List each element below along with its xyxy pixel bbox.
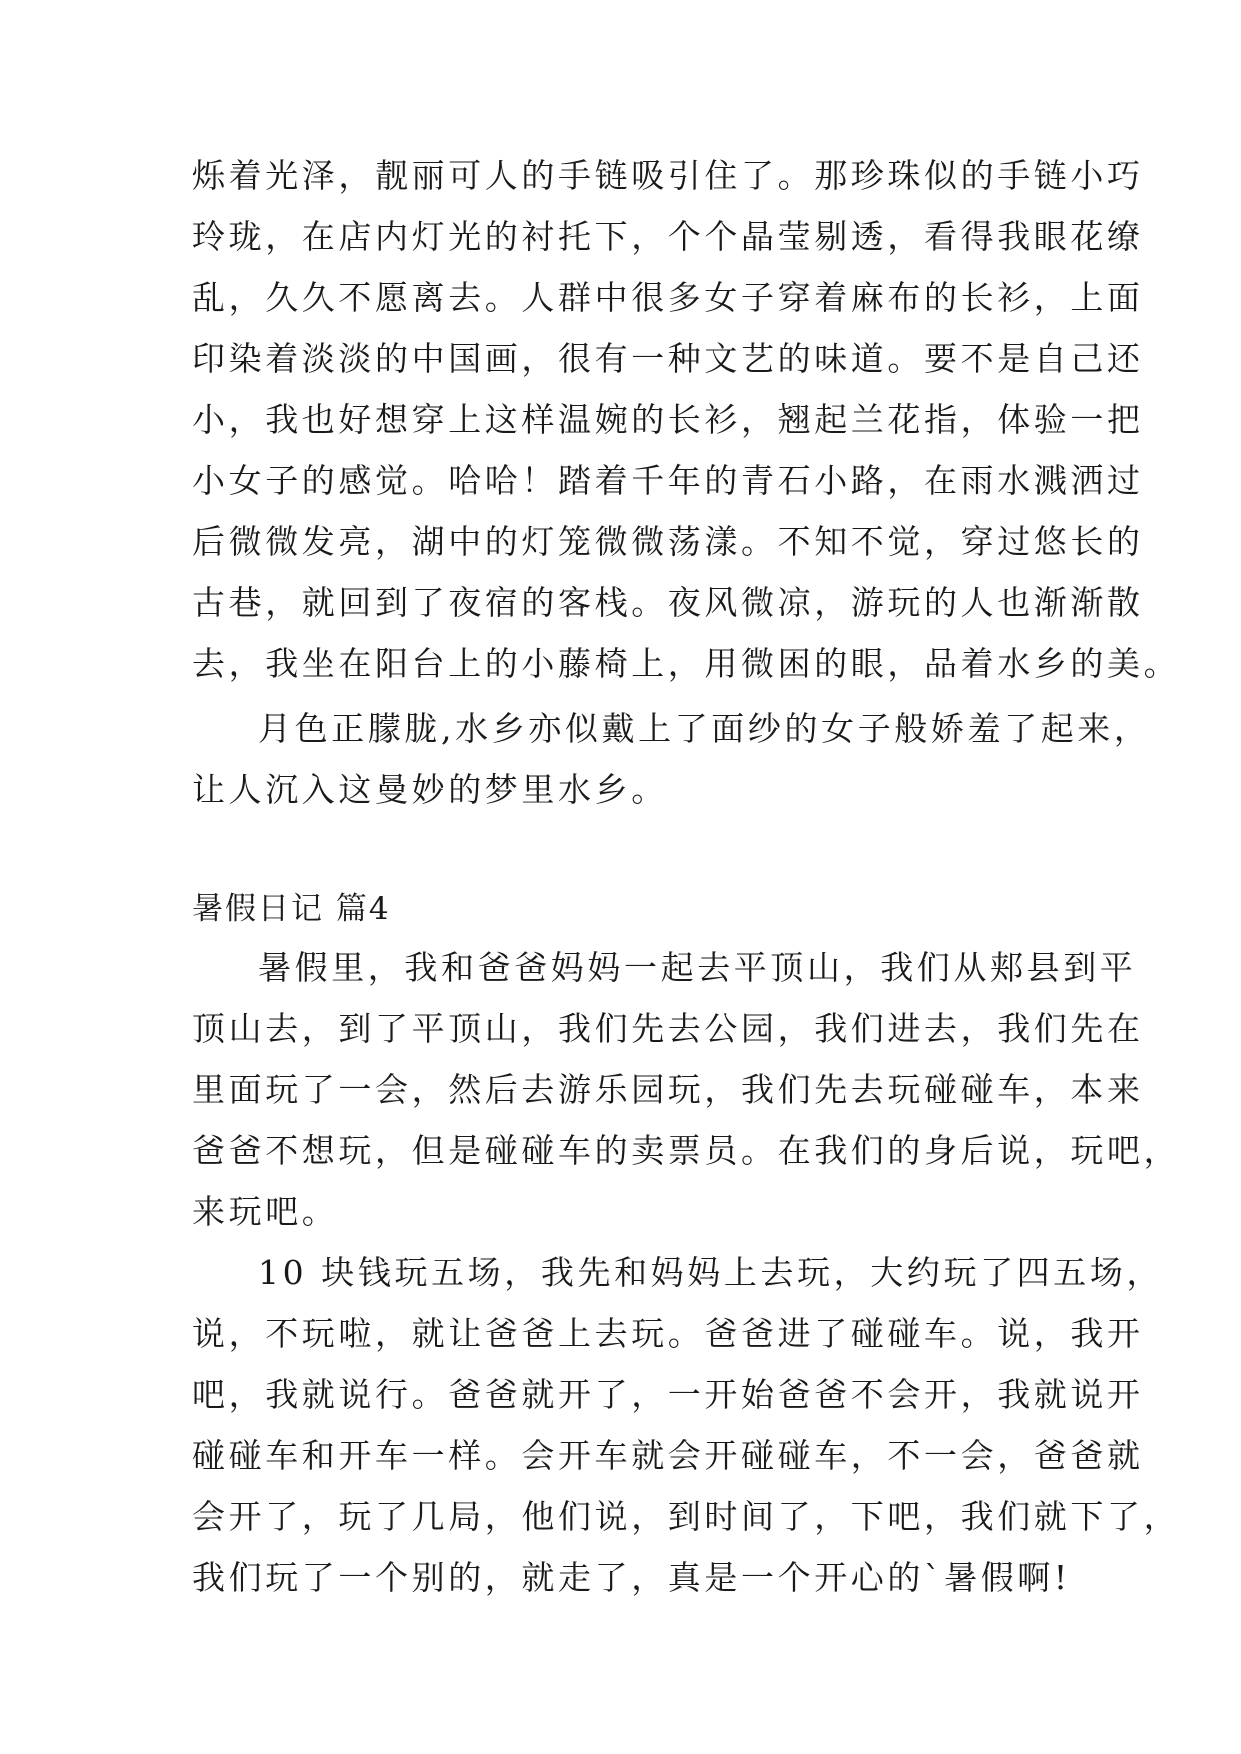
body-line: 玲珑，在店内灯光的衬托下，个个晶莹剔透，看得我眼花缭 — [192, 217, 1144, 256]
body-line: 我们玩了一个别的，就走了，真是一个开心的`暑假啊! — [192, 1558, 1071, 1597]
body-line: 让人沉入这曼妙的梦里水乡。 — [192, 770, 668, 809]
body-line: 小，我也好想穿上这样温婉的长衫，翘起兰花指，体验一把 — [192, 400, 1144, 439]
body-line: 吧，我就说行。爸爸就开了，一开始爸爸不会开，我就说开 — [192, 1375, 1144, 1414]
body-line: 古巷，就回到了夜宿的客栈。夜风微凉，游玩的人也渐渐散 — [192, 583, 1144, 622]
body-line: 会开了，玩了几局，他们说，到时间了，下吧，我们就下了， — [192, 1497, 1181, 1536]
body-line: 烁着光泽，靓丽可人的手链吸引住了。那珍珠似的手链小巧 — [192, 156, 1144, 195]
body-line: 来玩吧。 — [192, 1192, 339, 1231]
body-line: 里面玩了一会，然后去游乐园玩，我们先去玩碰碰车，本来 — [192, 1070, 1144, 1109]
paragraph-first-line: 10 块钱玩五场，我先和妈妈上去玩，大约玩了四五场， — [258, 1253, 1164, 1292]
body-line: 乱，久久不愿离去。人群中很多女子穿着麻布的长衫，上面 — [192, 278, 1144, 317]
body-line: 爸爸不想玩，但是碰碰车的卖票员。在我们的身后说，玩吧， — [192, 1131, 1181, 1170]
section-heading: 暑假日记 篇4 — [192, 891, 391, 927]
body-line: 印染着淡淡的中国画，很有一种文艺的味道。要不是自己还 — [192, 339, 1144, 378]
body-line: 后微微发亮，湖中的灯笼微微荡漾。不知不觉，穿过悠长的 — [192, 522, 1144, 561]
paragraph-first-line: 暑假里，我和爸爸妈妈一起去平顶山，我们从郏县到平 — [258, 948, 1137, 987]
body-line: 小女子的感觉。哈哈！踏着千年的青石小路，在雨水溅洒过 — [192, 461, 1144, 500]
body-line: 说，不玩啦，就让爸爸上去玩。爸爸进了碰碰车。说，我开 — [192, 1314, 1144, 1353]
paragraph-first-line: 月色正朦胧,水乡亦似戴上了面纱的女子般娇羞了起来， — [258, 709, 1151, 748]
body-line: 去，我坐在阳台上的小藤椅上，用微困的眼，品着水乡的美。 — [192, 644, 1181, 683]
body-line: 顶山去，到了平顶山，我们先去公园，我们进去，我们先在 — [192, 1009, 1144, 1048]
body-line: 碰碰车和开车一样。会开车就会开碰碰车，不一会，爸爸就 — [192, 1436, 1144, 1475]
